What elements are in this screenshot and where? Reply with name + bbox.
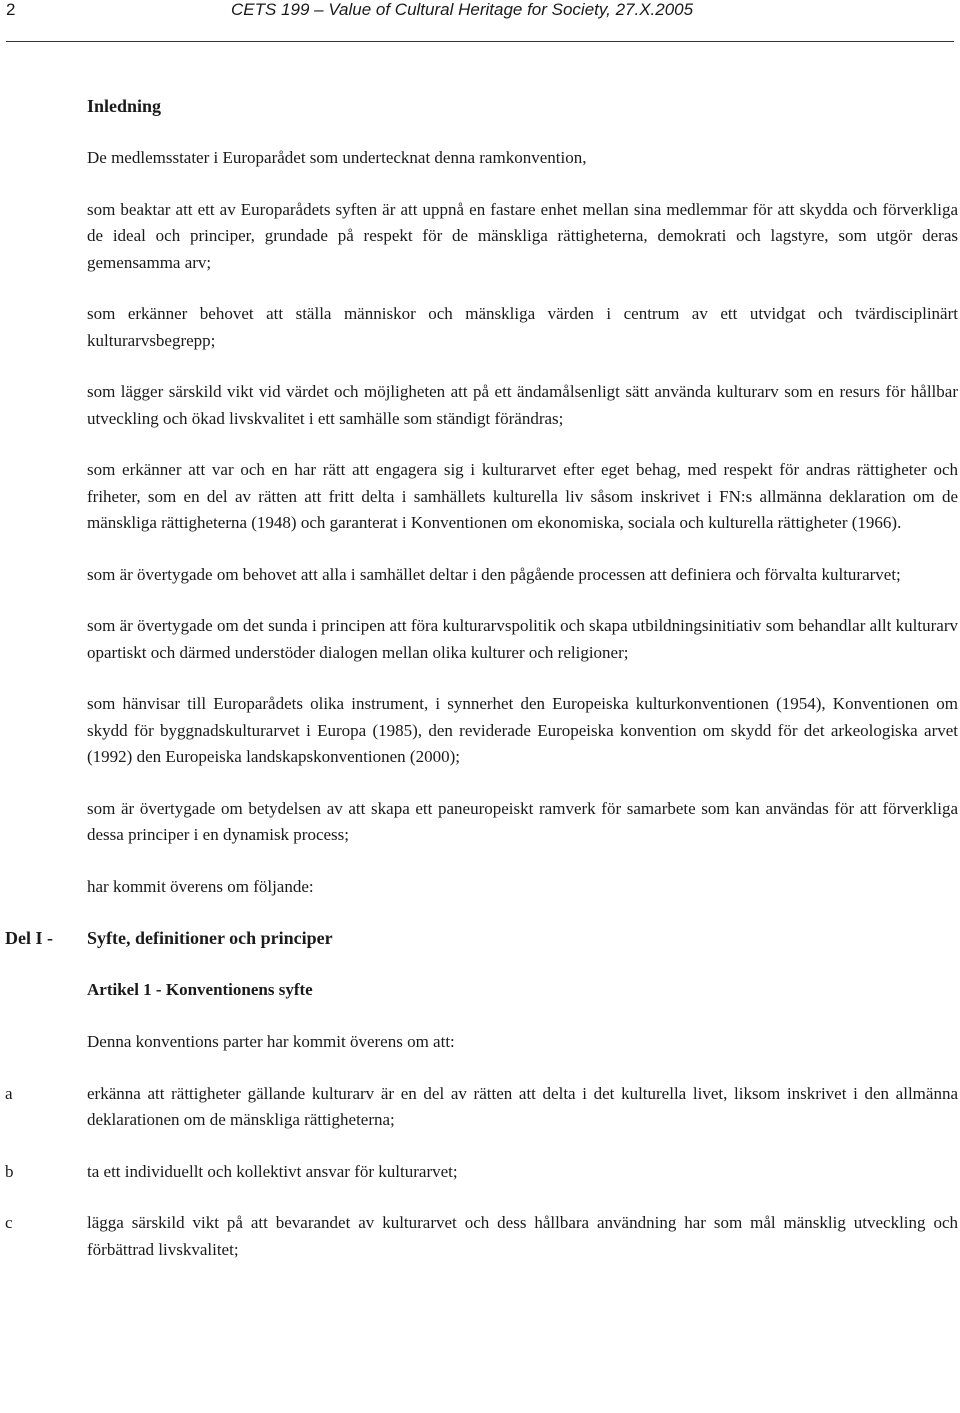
running-title: CETS 199 – Value of Cultural Heritage for Society, 27.X.2005	[231, 0, 694, 19]
page-header	[0, 0, 960, 26]
preamble-paragraph: som är övertygade om behovet att alla i samhället deltar i den pågående processen att definiera och förvalta kulturarvet;	[87, 564, 901, 584]
list-marker: b	[5, 1161, 14, 1181]
preamble-paragraph: har kommit överens om följande:	[87, 876, 314, 896]
document-body	[5, 93, 958, 1288]
list-marker: a	[5, 1083, 13, 1103]
list-item-text: lägga särskild vikt på att bevarandet av kulturarvet och dess hållbara användning har som mål mänsklig utveckling och förbättrad livskvalitet;	[87, 1213, 958, 1259]
list-item-text: erkänna att rättigheter gällande kulturarv är en del av rätten att delta i det kulturella livet, liksom inskrivet i den allmänna deklarationen om de mänskliga rättigheterna;	[87, 1083, 958, 1129]
preamble-paragraph: som är övertygade om det sunda i principen att föra kulturarvspolitik och skapa utbildningsinitiativ som behandlar allt kulturarv opartiskt och därmed understöder dialogen mellan olika kulturer och religioner;	[87, 616, 958, 662]
preamble-paragraph: som är övertygade om betydelsen av att skapa ett paneuropeiskt ramverk för samarbete som kan användas för att förverkliga dessa principer i en dynamisk process;	[87, 798, 958, 844]
preamble-paragraph: som lägger särskild vikt vid värdet och möjligheten att på ett ändamålsenligt sätt använda kulturarv som en resurs för hållbar utveckling och ökad livskvalitet i ett samhälle som ständigt förändras;	[87, 382, 958, 428]
part-title: Syfte, definitioner och principer	[87, 928, 333, 948]
list-item	[5, 1159, 958, 1186]
part-label: Del I -	[5, 928, 53, 948]
preamble-paragraph: som hänvisar till Europarådets olika instrument, i synnerhet den Europeiska kulturkonventionen (1954), Konventionen om skydd för byggnadskulturarvet i Europa (1985), den reviderade Europeiska konvention om skydd för det arkeologiska arvet (1992) den Europeiska landskapskonventionen (2000);	[87, 694, 958, 766]
preamble-paragraph: som erkänner behovet att ställa människor och mänskliga värden i centrum av ett utvidgat och tvärdisciplinärt kulturarvsbegrepp;	[87, 304, 958, 350]
header-divider	[6, 41, 954, 42]
section-heading-inledning: Inledning	[87, 96, 162, 116]
article-lead: Denna konventions parter har kommit överens om att:	[87, 1032, 455, 1051]
preamble-paragraph: som erkänner att var och en har rätt att engagera sig i kulturarvet efter eget behag, med respekt för andras rättigheter och friheter, som en del av rätten att fritt delta i samhällets kulturella liv såsom inskrivet i FN:s allmänna deklaration om de mänskliga rättigheterna (1948) och garanterat i Konventionen om ekonomiska, sociala och kulturella rättigheter (1966).	[87, 460, 958, 532]
list-item	[5, 1081, 958, 1134]
list-item	[5, 1210, 958, 1263]
list-marker: c	[5, 1213, 13, 1232]
article-title: Artikel 1 - Konventionens syfte	[87, 980, 313, 999]
list-item-text: ta ett individuellt och kollektivt ansvar för kulturarvet;	[87, 1161, 458, 1181]
preamble-paragraph: som beaktar att ett av Europarådets syften är att uppnå en fastare enhet mellan sina medlemmar för att skydda och förverkliga de ideal och principer, grundade på respekt för de mänskliga rättigheterna, demokrati och lagstyre, som utgör deras gemensamma arv;	[87, 199, 958, 272]
preamble-paragraph: De medlemsstater i Europarådet som undertecknat denna ramkonvention,	[87, 148, 587, 167]
page-number: 2	[6, 0, 16, 19]
part-heading	[5, 925, 958, 951]
